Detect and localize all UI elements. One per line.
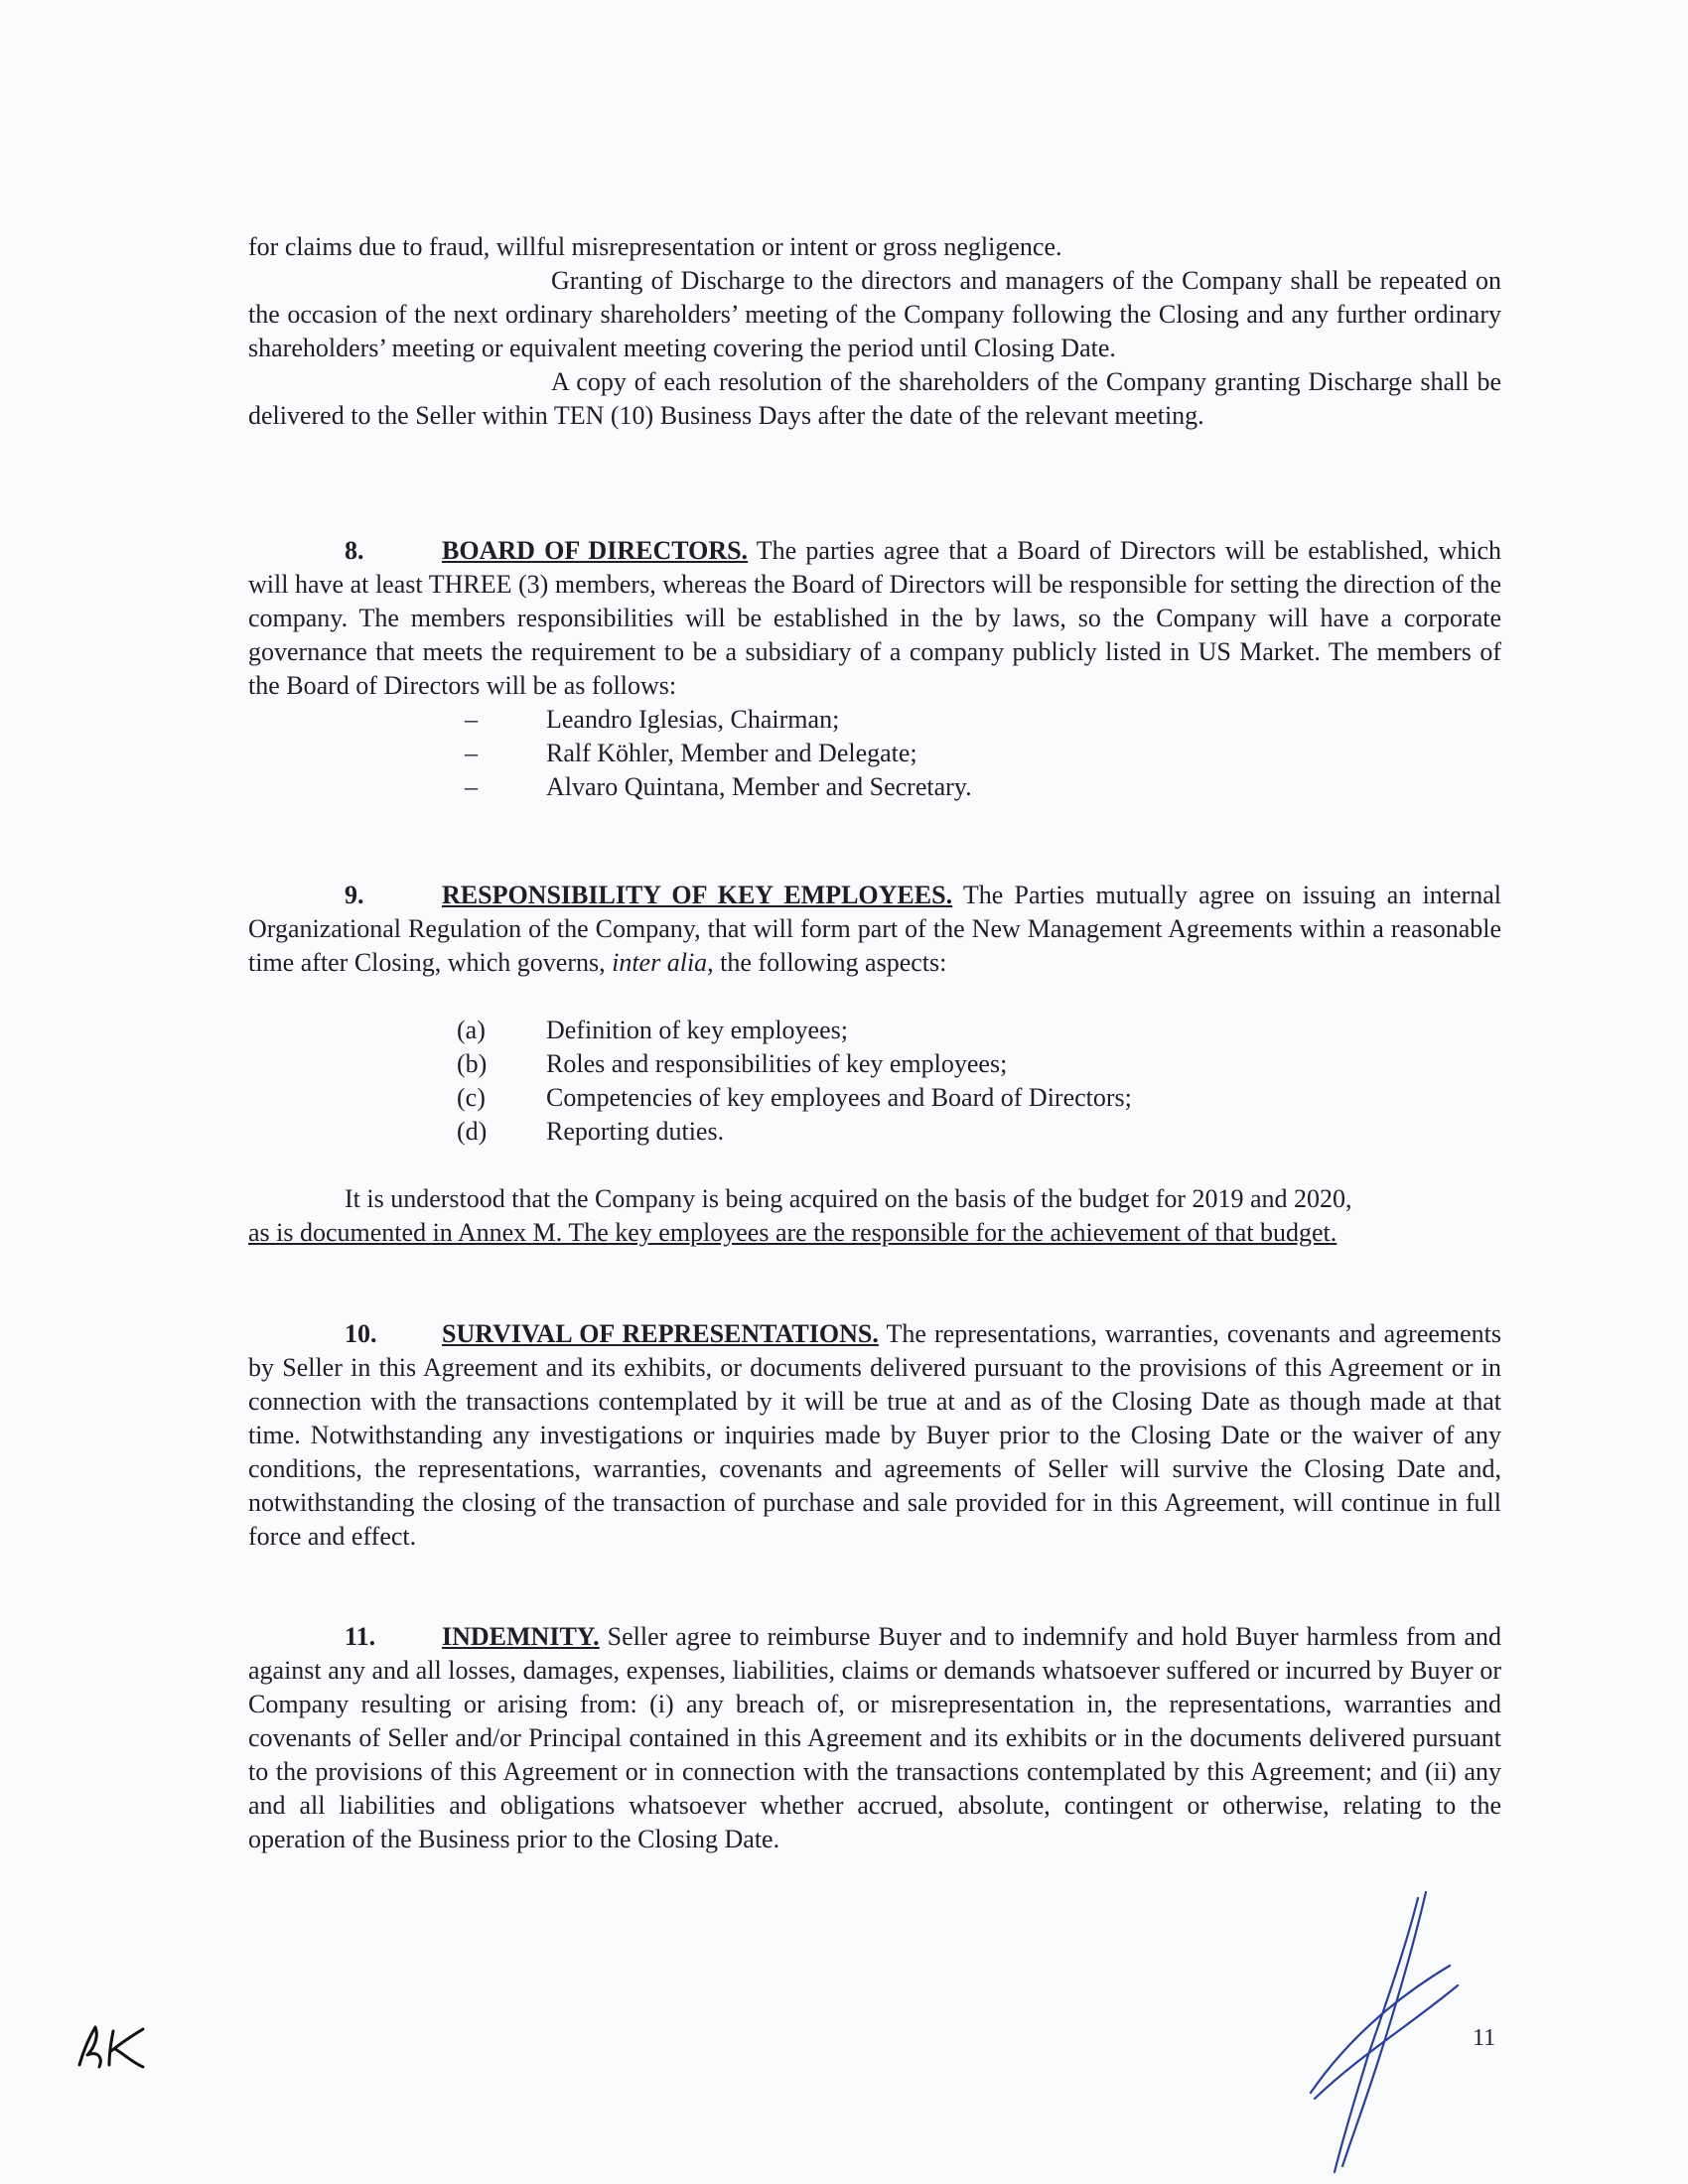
section-10-body: The representations, warranties, covenants and agreements by Seller in this Agreement and its exhibits, or documents delivered pursuant to the provisions of this Agreement or in connection with the transactions contemplated by it will be true at and as of the Closing Date as though made at that time. Notwithstanding any investigations or inquiries made by Buyer prior to the Closing Date or the waiver of any conditions, the representations, warranties, covenants and agreements of Seller will survive the Closing Date and, notwithstanding the closing of the transaction of purchase and sale provided for in this Agreement, will continue in full force and effect. <box>248 1319 1501 1551</box>
section-9 <box>248 879 1501 980</box>
aspect-text: Competencies of key employees and Board of Directors; <box>546 1083 1132 1112</box>
list-marker: (d) <box>457 1117 488 1146</box>
list-bullet: – <box>465 705 478 734</box>
section-8-heading: BOARD OF DIRECTORS. <box>442 536 749 565</box>
list-item <box>457 703 1501 737</box>
section-10-heading: SURVIVAL OF REPRESENTATIONS. <box>442 1319 879 1348</box>
list-item <box>457 1081 1501 1115</box>
section-9-heading: RESPONSIBILITY OF KEY EMPLOYEES. <box>442 881 953 909</box>
section-9-body-italic: inter alia <box>612 948 708 977</box>
section-11 <box>248 1620 1501 1856</box>
board-members-list <box>248 703 1501 804</box>
aspect-text: Roles and responsibilities of key employees; <box>546 1049 1008 1078</box>
budget-line-2: as is documented in Annex M. The key employees are the responsible for the achievement of that budget. <box>248 1218 1337 1247</box>
signature <box>1291 1886 1470 2184</box>
intro-line: for claims due to fraud, willful misrepresentation or intent or gross negligence. <box>248 232 1062 261</box>
list-marker: (a) <box>457 1016 486 1044</box>
budget-text: It is understood that the Company is being acquired on the basis of the budget for 2019 and 2020 <box>345 1184 1346 1213</box>
board-member-name: Leandro Iglesias, Chairman; <box>546 705 840 734</box>
section-9-body-end: , the following aspects: <box>707 948 947 977</box>
aspect-text: Definition of key employees; <box>546 1016 848 1044</box>
list-item <box>457 737 1501 770</box>
section-9-paragraph <box>248 879 1501 980</box>
budget-comma: , <box>1345 1184 1352 1213</box>
section-11-heading: INDEMNITY. <box>442 1622 600 1651</box>
handwritten-initials <box>73 2015 173 2075</box>
budget-block <box>248 1182 1501 1250</box>
section-10 <box>248 1317 1501 1554</box>
section-11-paragraph <box>248 1620 1501 1856</box>
list-item <box>457 1115 1501 1149</box>
discharge-resolution-paragraph: A copy of each resolution of the shareholders of the Company granting Discharge shall be delivered to the Seller within TEN (10) Business Days after the date of the relevant meeting. <box>248 367 1501 430</box>
budget-line-1 <box>248 1182 1501 1216</box>
section-10-paragraph <box>248 1317 1501 1554</box>
section-8-paragraph <box>248 534 1501 703</box>
list-marker: (b) <box>457 1049 488 1078</box>
list-marker: (c) <box>457 1083 486 1112</box>
section-8 <box>248 534 1501 804</box>
discharge-repetition-paragraph: Granting of Discharge to the directors and managers of the Company shall be repeated on the occasion of the next ordinary shareholders’ meeting of the Company following the Closing and any further ordinary shareholders’ meeting or equivalent meeting covering the period until Closing Date. <box>248 266 1501 362</box>
list-bullet: – <box>465 739 478 767</box>
section-9-body-start: The Parties mutually agree on issuing an internal Organizational Regulation of the Company, that will form part of the New Management Agreements within a reasonable time after Closing, which governs, <box>248 881 1501 977</box>
section-10-number: 10. <box>345 1319 377 1348</box>
board-member-name: Ralf Köhler, Member and Delegate; <box>546 739 917 767</box>
list-item <box>457 770 1501 804</box>
intro-block <box>248 230 1501 433</box>
section-8-number: 8. <box>345 536 364 565</box>
section-11-number: 11. <box>345 1622 376 1651</box>
aspect-text: Reporting duties. <box>546 1117 725 1146</box>
section-8-body: The parties agree that a Board of Directors will be established, which will have at least THREE (3) members, whereas the Board of Directors will be responsible for setting the direction of the company. The members responsibilities will be established in the by laws, so the Company will have a corporate governance that meets the requirement to be a subsidiary of a company publicly listed in US Market. The members of the Board of Directors will be as follows: <box>248 536 1501 700</box>
board-member-name: Alvaro Quintana, Member and Secretary. <box>546 772 972 801</box>
section-9-number: 9. <box>345 881 364 909</box>
page-number: 11 <box>1473 2025 1496 2051</box>
list-item <box>457 1014 1501 1047</box>
list-item <box>457 1047 1501 1081</box>
aspects-list <box>248 1014 1501 1149</box>
aspects-block <box>248 1014 1501 1149</box>
list-bullet: – <box>465 772 478 801</box>
section-11-body: Seller agree to reimburse Buyer and to indemnify and hold Buyer harmless from and against any and all losses, damages, expenses, liabilities, claims or demands whatsoever suffered or incurred by Buyer or Company resulting or arising from: (i) any breach of, or misrepresentation in, the representations, warranties and covenants of Seller and/or Principal contained in this Agreement and its exhibits or in the documents delivered pursuant to the provisions of this Agreement or in connection with the transactions contemplated by this Agreement; and (ii) any and all liabilities and obligations whatsoever whether accrued, absolute, contingent or otherwise, relating to the operation of the Business prior to the Closing Date. <box>248 1622 1501 1853</box>
